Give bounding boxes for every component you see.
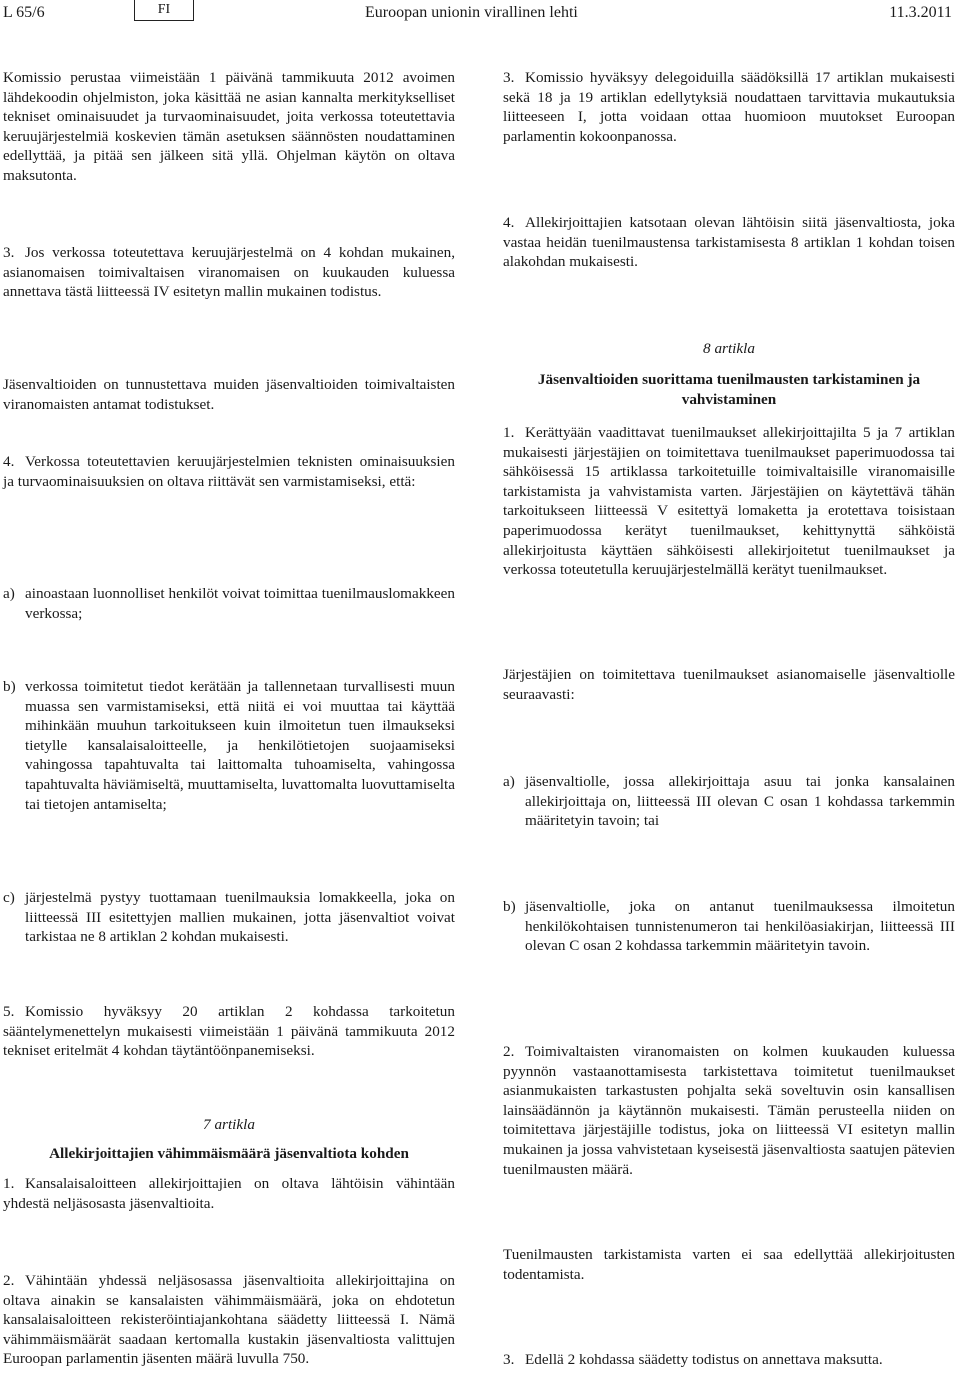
paragraph-text: Komissio hyväksyy delegoiduilla säädöksillä 17 artiklan mukaisesti sekä 18 ja 19 artiklan edellytyksiä noudattaen tarvittavia mukautuksia liitteeseen I, jotta voidaan ottaa huomioon muutokset Euroopan parlamentin kokoonpanossa.	[503, 69, 955, 145]
article-8-paragraph-2	[503, 1042, 955, 1179]
left-paragraph-1: Komissio perustaa viimeistään 1 päivänä tammikuuta 2012 avoimen lähdekoodin ohjelmiston, joka käsittää ne asian kannalta merkitykselliset tekniset ominaisuudet ja turvaominaisuudet, joita verkossa toteutettavia keruujärjestelmiä koskevien tämän asetuksen säännösten noudattaminen edellyttää, ja pitää sen jälkeen sitä yllä. Ohjelman käytön on oltava maksutonta.	[3, 69, 455, 184]
paragraph-text: Allekirjoittajien katsotaan olevan lähtöisin siitä jäsenvaltiosta, joka vastaa heidän tuenilmaustensa tarkistamisesta 8 artiklan 1 kohdan toisen alakohdan mukaisesti.	[503, 214, 955, 271]
article-7-paragraph-2	[3, 1271, 455, 1369]
article-8-paragraph-1	[503, 423, 955, 580]
paragraph-number: 4.	[503, 214, 515, 231]
left-list-item-b	[3, 677, 455, 814]
left-list-item-c	[3, 888, 455, 947]
paragraph-text: Vähintään yhdessä neljäsosassa jäsenvaltioita allekirjoittajina on oltava ainakin se kansalaisten vähimmäismäärä, joka on ehdotetun kansalaisaloitteen rekisteröintiajankohtana säädetty liitteessä I. Nämä vähimmäismäärät saadaan kertomalla kustakin jäsenvaltiosta valittujen Euroopan parlamentin jäsenten määrä luvulla 750.	[3, 1272, 455, 1368]
article-8-paragraph-3	[503, 1350, 955, 1370]
language-code-box: FI	[134, 0, 194, 21]
list-text: jäsenvaltiolle, joka on antanut tuenilmauksessa ilmoitetun henkilökohtaisen tunnistenumeron tai henkilöasiakirjan, liitteessä III olevan C osan 2 kohdassa tarkemmin määritetyin tavoin.	[525, 898, 955, 955]
paragraph-number: 4.	[3, 453, 15, 470]
article-7-paragraph-1	[3, 1174, 455, 1213]
paragraph-number: 3.	[3, 244, 15, 261]
list-text: jäsenvaltiolle, jossa allekirjoittaja asuu tai jonka kansalainen allekirjoittaja on, liitteessä III olevan C osan 1 kohdassa tarkemmin määritetyin tavoin; tai	[525, 773, 955, 830]
list-text: järjestelmä pystyy tuottamaan tuenilmauksia lomakkeella, joka on liitteessä III esitettyjen mallien mukainen, jotta jäsenvaltiot voivat tarkistaa ne 8 artiklan 2 kohdan mukaisesti.	[25, 889, 455, 946]
publication-date: 11.3.2011	[889, 4, 952, 21]
paragraph-text: Kansalaisaloitteen allekirjoittajien on oltava lähtöisin vähintään yhdestä neljäsosasta jäsenvaltioita.	[3, 1175, 455, 1212]
left-paragraph-2	[3, 243, 455, 302]
paragraph-number: 2.	[3, 1272, 15, 1289]
page-number: L 65/6	[3, 4, 45, 21]
right-list-item-a	[503, 772, 955, 831]
article-7-heading: 7 artikla	[203, 1116, 255, 1133]
paragraph-text: Verkossa toteutettavien keruujärjestelmien teknisten ominaisuuksien ja turvaominaisuuksien on oltava riittävät sen varmistamiseksi, että:	[3, 453, 455, 490]
paragraph-text: Jos verkossa toteutettava keruujärjestelmä on 4 kohdan mukainen, asianomaisen toimivaltaisen viranomaisen on kuukauden kuluessa annettava tästä liitteessä IV esitetyn mallin mukainen todistus.	[3, 244, 455, 301]
list-text: ainoastaan luonnolliset henkilöt voivat toimittaa tuenilmauslomakkeen verkossa;	[25, 585, 455, 622]
paragraph-number: 3.	[503, 1351, 515, 1368]
list-label: b)	[3, 678, 16, 695]
left-paragraph-5	[3, 1002, 455, 1061]
list-label: a)	[3, 585, 15, 602]
article-8-title: Jäsenvaltioiden suorittama tuenilmausten tarkistaminen ja vahvistaminen	[537, 371, 921, 408]
paragraph-text: Komissio hyväksyy 20 artiklan 2 kohdassa tarkoitetun sääntelymenettelyn mukaisesti viimeistään 1 päivänä tammikuuta 2012 tekniset eritelmät 4 kohdan täytäntöönpanemiseksi.	[3, 1003, 455, 1060]
left-paragraph-4	[3, 452, 455, 491]
paragraph-number: 3.	[503, 69, 515, 86]
list-text: verkossa toimitetut tiedot kerätään ja tallennetaan turvallisesti muun muassa sen varmistamiseksi, että niitä ei voi muuttaa tai käyttää mihinkään muuhun tarkoitukseen kuin ilmoitetun tuen ilmaukseksi tietylle kansalaisaloitteelle, ja henkilötietojen suojaamiseksi vahingossa tapahtuvalta tai laittomalta tuhoamiselta, vahingossa tapahtuvalta häviämiseltä, muuttamiselta, luvattomalta luovuttamiselta tai tietojen antamiselta;	[25, 678, 455, 813]
left-paragraph-3: Jäsenvaltioiden on tunnustettava muiden jäsenvaltioiden toimivaltaisten viranomaisten antamat todistukset.	[3, 376, 455, 413]
list-label: a)	[503, 773, 515, 790]
left-list-item-a	[3, 584, 455, 623]
right-paragraph-1	[503, 68, 955, 146]
list-label: c)	[3, 889, 15, 906]
article-8-heading: 8 artikla	[703, 340, 755, 357]
right-list-item-b	[503, 897, 955, 956]
paragraph-text: Kerättyään vaadittavat tuenilmaukset allekirjoittajilta 5 ja 7 artiklan mukaisesti järjestäjien on toimitettava tuenilmaukset paperimuodossa tai sähköisessä 15 artiklassa tarkoitetuille toimivaltaisille viranomaisille tarkistamista ja vahvistamista varten. Järjestäjien on käytettävä tähän tarkoitukseen liitteessä V esitettyä lomaketta ja erotettava toisistaan paperimuodossa kerätyt tuenilmaukset, kehittynyttä sähköistä allekirjoitusta käyttäen sähköisesti allekirjoitetut tuenilmaukset ja verkossa toteutetulla keruujärjestelmällä kerätyt tuenilmaukset.	[503, 424, 955, 579]
paragraph-number: 5.	[3, 1003, 15, 1020]
journal-title: Euroopan unionin virallinen lehti	[365, 4, 578, 21]
list-label: b)	[503, 898, 516, 915]
page-header	[0, 3, 960, 27]
right-paragraph-verification: Tuenilmausten tarkistamista varten ei saa edellyttää allekirjoitusten todentamista.	[503, 1246, 955, 1283]
article-7-title: Allekirjoittajien vähimmäismäärä jäsenvaltiota kohden	[49, 1145, 409, 1162]
right-paragraph-2	[503, 213, 955, 272]
paragraph-number: 1.	[3, 1175, 15, 1192]
paragraph-number: 1.	[503, 424, 515, 441]
paragraph-text: Edellä 2 kohdassa säädetty todistus on annettava maksutta.	[525, 1351, 883, 1368]
paragraph-number: 2.	[503, 1043, 515, 1060]
right-paragraph-submission: Järjestäjien on toimitettava tuenilmaukset asianomaiselle jäsenvaltiolle seuraavasti:	[503, 666, 955, 703]
paragraph-text: Toimivaltaisten viranomaisten on kolmen kuukauden kuluessa pyynnön vastaanottamisesta tarkistettava toimitetut tuenilmaukset asianmukaisten tarkastusten pohjalta sekä soveltuvin osin kansallisen lainsäädännön ja käytännön mukaisesti. Tämän perusteella niiden on toimitettava järjestäjille todistus, joka on liitteessä VI esitetyn mallin mukainen ja jossa vahvistetaan kyseisestä jäsenvaltiosta saatujen pätevien tuenilmausten määrä.	[503, 1043, 955, 1178]
